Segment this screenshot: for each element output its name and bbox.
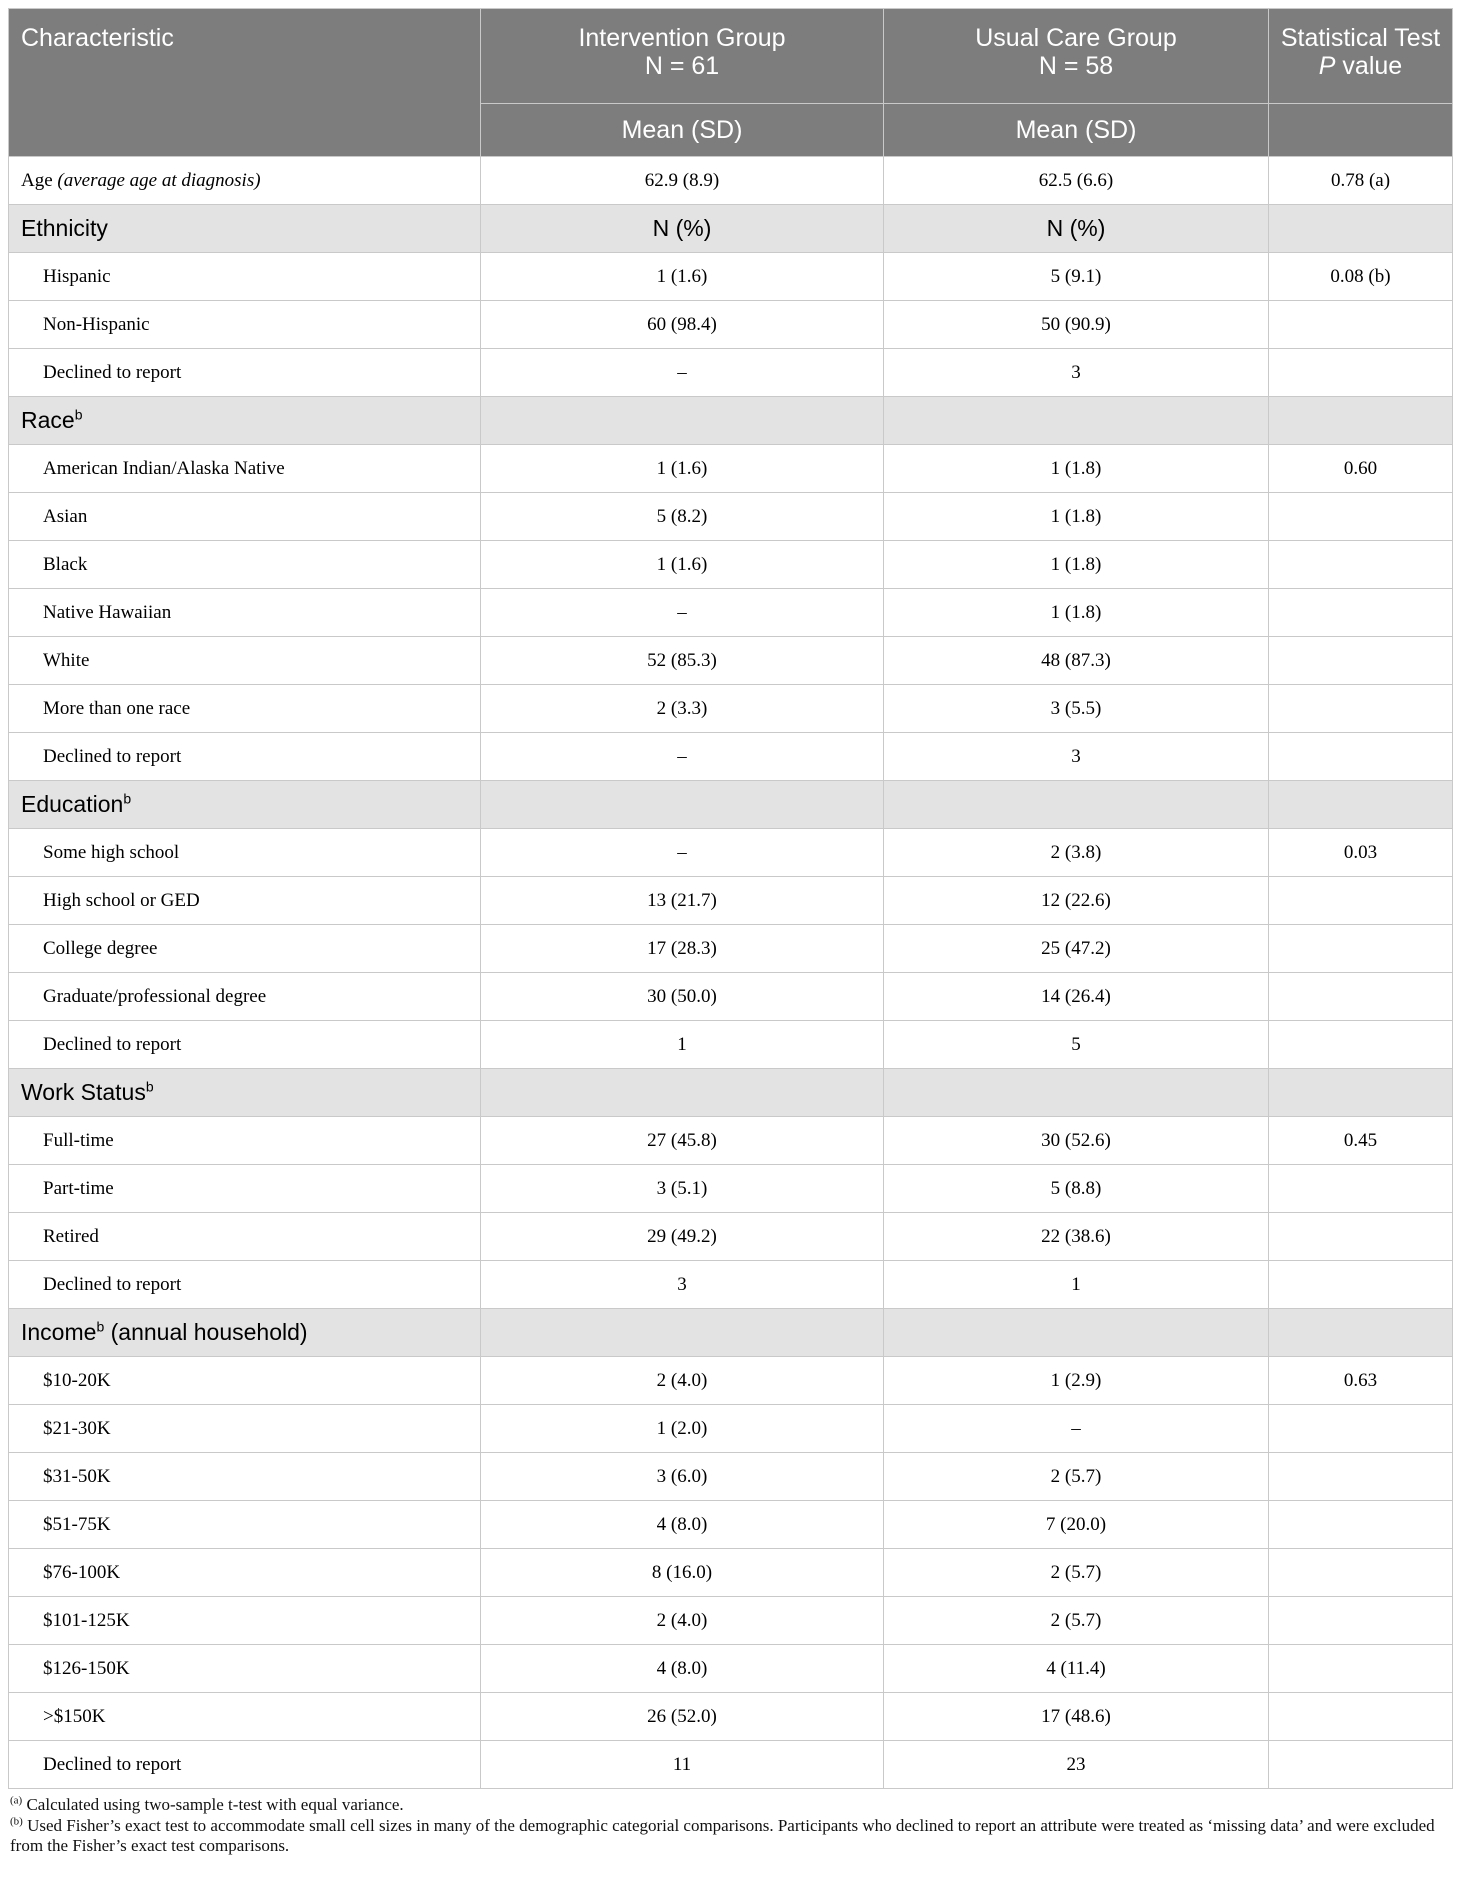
row-p-value [1269,1597,1453,1645]
section-col-intervention [481,1309,884,1357]
row-p-value [1269,493,1453,541]
row-p-value [1269,1645,1453,1693]
row-usual-value: 5 (9.1) [884,253,1269,301]
footnote-text: Used Fisher’s exact test to accommodate small cell sizes in many of the demographic categorial comparisons. Participants who declined to report an attribute were treated as ‘missing data’ and were excluded from the Fisher’s exact test comparisons. [10,1816,1435,1855]
table-row [9,493,1453,541]
row-p-value [1269,1405,1453,1453]
table-row [9,973,1453,1021]
table-row [9,1453,1453,1501]
table-row [9,829,1453,877]
section-row [9,397,1453,445]
section-row [9,1309,1453,1357]
row-p-value [1269,1261,1453,1309]
row-usual-value: 25 (47.2) [884,925,1269,973]
row-usual-value: 30 (52.6) [884,1117,1269,1165]
table-row [9,1693,1453,1741]
age-p-value: 0.78 (a) [1269,157,1453,205]
table-row [9,1213,1453,1261]
footnote [10,1795,1452,1815]
table-row [9,541,1453,589]
section-col-test [1269,781,1453,829]
section-col-usual [884,397,1269,445]
row-usual-value: 4 (11.4) [884,1645,1269,1693]
row-usual-value: 12 (22.6) [884,877,1269,925]
row-label: Non-Hispanic [9,301,481,349]
table-row [9,877,1453,925]
row-intervention-value: – [481,589,884,637]
header-intervention [481,9,884,104]
header-p-rest: value [1335,52,1403,80]
row-p-value [1269,685,1453,733]
section-title-suffix: (annual household) [104,1319,308,1345]
row-p-value: 0.63 [1269,1357,1453,1405]
row-p-value: 0.60 [1269,445,1453,493]
row-label: $51-75K [9,1501,481,1549]
row-label: $101-125K [9,1597,481,1645]
row-p-value [1269,301,1453,349]
section-row [9,1069,1453,1117]
table-row [9,1597,1453,1645]
row-usual-value: 3 [884,733,1269,781]
row-p-value [1269,973,1453,1021]
row-intervention-value: – [481,733,884,781]
header-statistical-test [1269,9,1453,104]
row-label: Full-time [9,1117,481,1165]
row-usual-value: 1 (1.8) [884,445,1269,493]
table-row [9,1405,1453,1453]
row-intervention-value: – [481,829,884,877]
table-row [9,1117,1453,1165]
row-p-value [1269,1213,1453,1261]
row-intervention-value: 3 (6.0) [481,1453,884,1501]
row-intervention-value: 26 (52.0) [481,1693,884,1741]
row-usual-value: 1 (1.8) [884,589,1269,637]
table-row [9,685,1453,733]
row-intervention-value: 2 (4.0) [481,1597,884,1645]
row-intervention-value: 30 (50.0) [481,973,884,1021]
row-usual-value: 50 (90.9) [884,301,1269,349]
row-usual-value: 14 (26.4) [884,973,1269,1021]
section-footnote-mark: b [74,406,83,423]
row-intervention-value: 3 (5.1) [481,1165,884,1213]
table-row-age [9,157,1453,205]
section-col-test [1269,205,1453,253]
row-intervention-value: 1 (1.6) [481,541,884,589]
section-title-text: Education [21,791,124,817]
table-row [9,1645,1453,1693]
row-intervention-value: 27 (45.8) [481,1117,884,1165]
section-row [9,205,1453,253]
section-title [9,1069,481,1117]
row-p-value [1269,1453,1453,1501]
footnote-mark: (b) [10,1815,23,1828]
row-p-value [1269,349,1453,397]
age-label-italic: (average age at diagnosis) [52,169,261,191]
row-label: $21-30K [9,1405,481,1453]
header-p-italic: P [1318,52,1336,80]
row-p-value [1269,1501,1453,1549]
table-row [9,925,1453,973]
row-intervention-value: 8 (16.0) [481,1549,884,1597]
section-col-intervention [481,397,884,445]
row-usual-value: 23 [884,1741,1269,1789]
footnotes [8,1795,1452,1856]
demographics-table [8,8,1453,1789]
table-header [9,9,1453,157]
row-intervention-value: – [481,349,884,397]
row-p-value [1269,733,1453,781]
section-col-test [1269,397,1453,445]
row-usual-value: – [884,1405,1269,1453]
row-usual-value: 22 (38.6) [884,1213,1269,1261]
footnote-text: Calculated using two-sample t-test with equal variance. [26,1795,404,1814]
row-intervention-value: 1 [481,1021,884,1069]
row-label: $31-50K [9,1453,481,1501]
row-intervention-value: 1 (1.6) [481,445,884,493]
row-usual-value: 48 (87.3) [884,637,1269,685]
section-col-usual [884,1309,1269,1357]
section-title-text: Race [21,407,75,433]
row-label: Retired [9,1213,481,1261]
row-label: Some high school [9,829,481,877]
row-p-value [1269,637,1453,685]
row-usual-value: 1 (2.9) [884,1357,1269,1405]
row-label: High school or GED [9,877,481,925]
section-col-test [1269,1309,1453,1357]
footnote-mark: (a) [10,1794,23,1807]
row-intervention-value: 4 (8.0) [481,1501,884,1549]
age-label [9,157,481,205]
row-label: Declined to report [9,1261,481,1309]
header-mean-sd-intervention: Mean (SD) [481,104,884,157]
table-row [9,1501,1453,1549]
row-label: Part-time [9,1165,481,1213]
section-title-text: Income [21,1319,97,1345]
row-label: Asian [9,493,481,541]
header-intervention-n: N = 61 [644,52,720,80]
row-intervention-value: 29 (49.2) [481,1213,884,1261]
row-label: Declined to report [9,733,481,781]
row-p-value [1269,877,1453,925]
row-usual-value: 2 (3.8) [884,829,1269,877]
row-usual-value: 5 [884,1021,1269,1069]
row-usual-value: 2 (5.7) [884,1453,1269,1501]
section-col-usual: N (%) [884,205,1269,253]
section-title-text: Ethnicity [21,215,108,241]
age-usual: 62.5 (6.6) [884,157,1269,205]
row-usual-value: 7 (20.0) [884,1501,1269,1549]
row-p-value [1269,1549,1453,1597]
row-intervention-value: 1 (1.6) [481,253,884,301]
row-usual-value: 1 (1.8) [884,493,1269,541]
row-label: More than one race [9,685,481,733]
row-p-value [1269,1741,1453,1789]
row-label: Graduate/professional degree [9,973,481,1021]
section-footnote-mark: b [96,1318,105,1335]
row-p-value [1269,925,1453,973]
section-col-usual [884,1069,1269,1117]
row-usual-value: 2 (5.7) [884,1597,1269,1645]
row-label: Declined to report [9,349,481,397]
table-row [9,445,1453,493]
header-characteristic [9,9,481,157]
row-usual-value: 3 [884,349,1269,397]
row-p-value [1269,1165,1453,1213]
table-row [9,1549,1453,1597]
row-usual-value: 17 (48.6) [884,1693,1269,1741]
row-intervention-value: 13 (21.7) [481,877,884,925]
table-row [9,253,1453,301]
header-p-value [1269,52,1452,80]
section-title [9,397,481,445]
row-label: Native Hawaiian [9,589,481,637]
section-row [9,781,1453,829]
table-row [9,733,1453,781]
header-mean-sd-usual: Mean (SD) [884,104,1269,157]
row-label: $126-150K [9,1645,481,1693]
section-footnote-mark: b [123,790,132,807]
row-p-value [1269,589,1453,637]
row-intervention-value: 3 [481,1261,884,1309]
section-col-intervention [481,781,884,829]
row-p-value [1269,541,1453,589]
row-label: Black [9,541,481,589]
section-title-text: Work Status [21,1079,146,1105]
table-row [9,1741,1453,1789]
row-usual-value: 1 (1.8) [884,541,1269,589]
row-intervention-value: 2 (4.0) [481,1357,884,1405]
row-label: Declined to report [9,1021,481,1069]
table-row [9,349,1453,397]
row-usual-value: 2 (5.7) [884,1549,1269,1597]
header-usual-n: N = 58 [1038,52,1114,80]
row-intervention-value: 2 (3.3) [481,685,884,733]
age-intervention: 62.9 (8.9) [481,157,884,205]
table-body [9,157,1453,1789]
row-intervention-value: 17 (28.3) [481,925,884,973]
footnote [10,1816,1452,1856]
row-label: Hispanic [9,253,481,301]
table-row [9,589,1453,637]
table-row [9,637,1453,685]
table-container [8,8,1452,1857]
header-test-title: Statistical Test [1280,24,1441,52]
row-p-value [1269,1693,1453,1741]
header-usual-care [884,9,1269,104]
table-row [9,1357,1453,1405]
row-label: $76-100K [9,1549,481,1597]
row-intervention-value: 52 (85.3) [481,637,884,685]
row-intervention-value: 4 (8.0) [481,1645,884,1693]
header-intervention-title: Intervention Group [578,24,786,52]
section-col-intervention: N (%) [481,205,884,253]
row-intervention-value: 1 (2.0) [481,1405,884,1453]
row-p-value: 0.08 (b) [1269,253,1453,301]
row-label: $10-20K [9,1357,481,1405]
row-intervention-value: 5 (8.2) [481,493,884,541]
section-footnote-mark: b [145,1078,154,1095]
row-usual-value: 1 [884,1261,1269,1309]
header-usual-title: Usual Care Group [975,24,1177,52]
row-intervention-value: 11 [481,1741,884,1789]
row-label: College degree [9,925,481,973]
row-label: American Indian/Alaska Native [9,445,481,493]
row-intervention-value: 60 (98.4) [481,301,884,349]
section-col-usual [884,781,1269,829]
row-usual-value: 3 (5.5) [884,685,1269,733]
header-characteristic-text: Characteristic [21,24,174,52]
section-col-test [1269,1069,1453,1117]
row-label: White [9,637,481,685]
row-p-value: 0.45 [1269,1117,1453,1165]
section-title [9,781,481,829]
row-p-value [1269,1021,1453,1069]
table-row [9,1261,1453,1309]
section-col-intervention [481,1069,884,1117]
table-row [9,301,1453,349]
table-row [9,1021,1453,1069]
header-empty [1269,104,1453,157]
row-p-value: 0.03 [1269,829,1453,877]
section-title [9,1309,481,1357]
age-label-text: Age [21,169,53,191]
table-row [9,1165,1453,1213]
row-label: >$150K [9,1693,481,1741]
section-title [9,205,481,253]
row-usual-value: 5 (8.8) [884,1165,1269,1213]
row-label: Declined to report [9,1741,481,1789]
